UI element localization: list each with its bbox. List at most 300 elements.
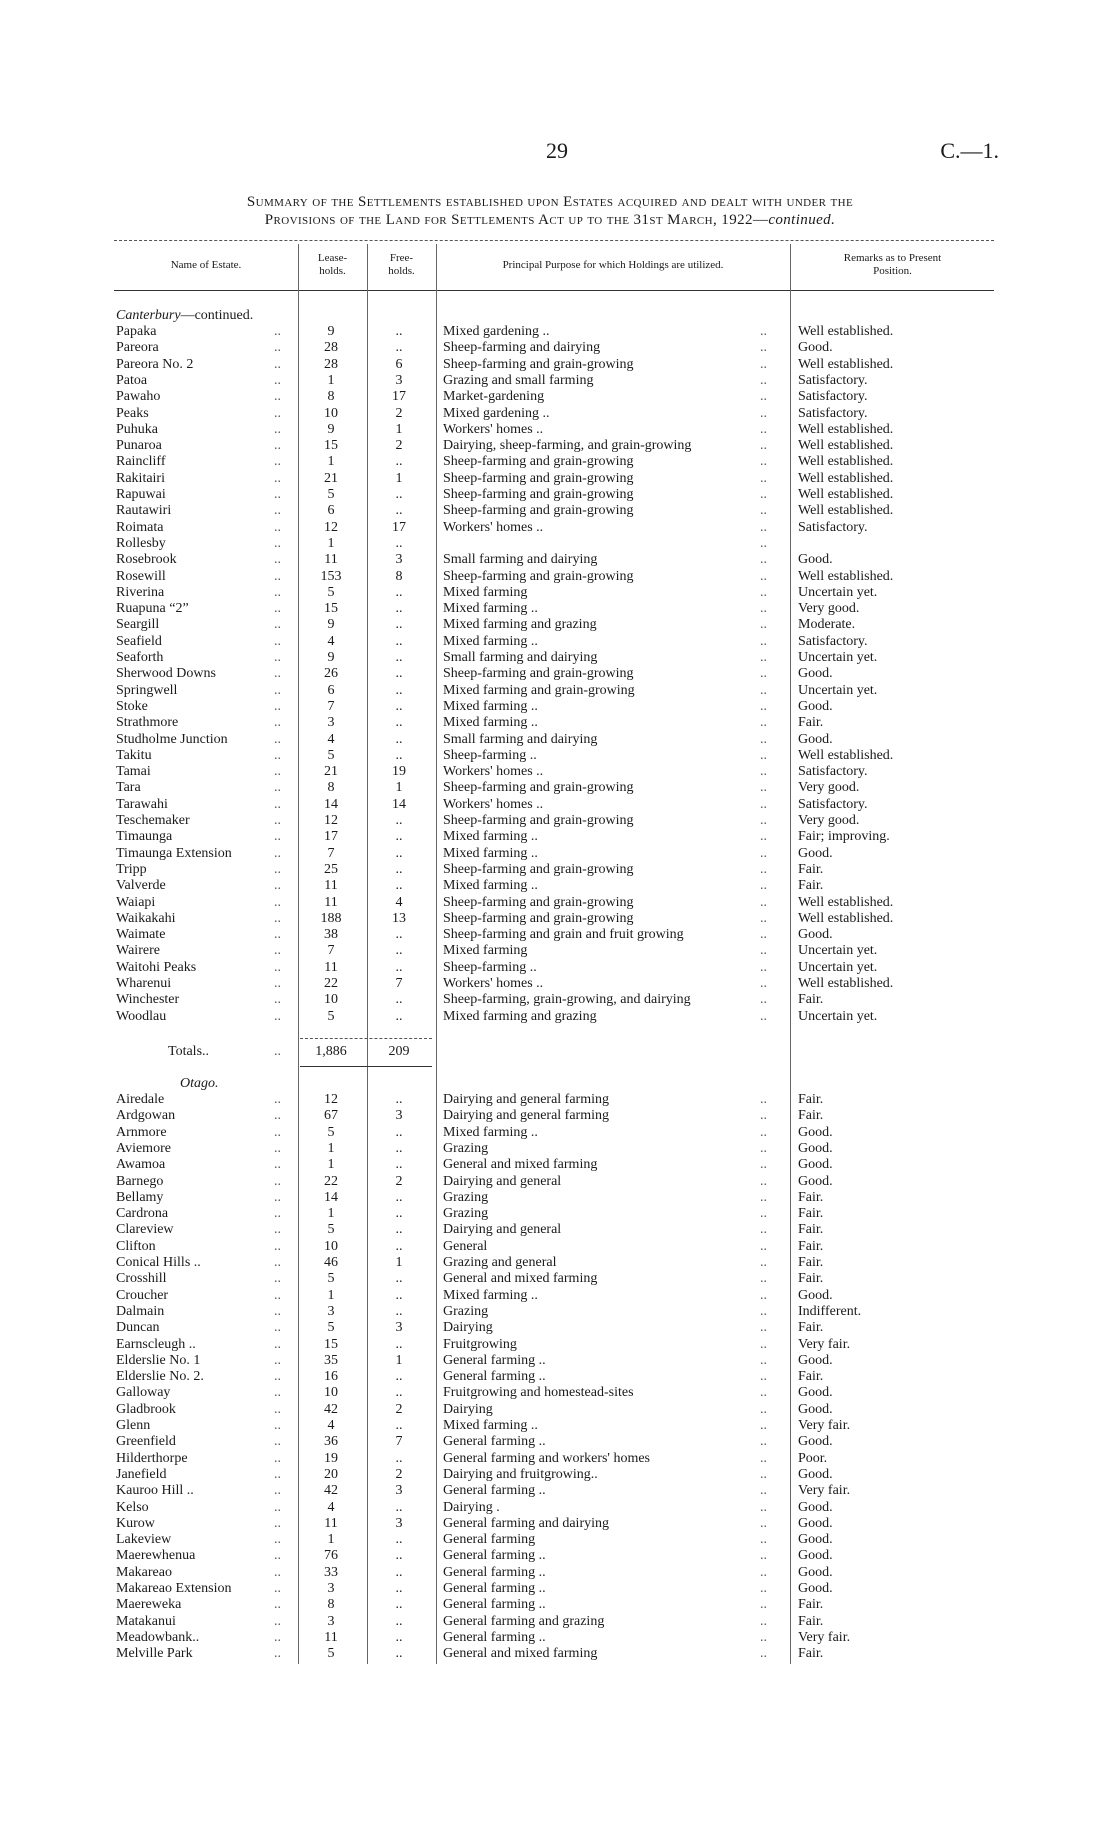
freeholds-value: .. xyxy=(395,324,403,339)
freeholds-value: .. xyxy=(395,943,403,959)
estate-name: Kelso xyxy=(116,1499,149,1515)
leader-dots: .. xyxy=(274,845,281,861)
table-row xyxy=(0,552,1114,568)
freeholds-value: .. xyxy=(395,1189,403,1205)
table-row xyxy=(0,780,1114,796)
table-row xyxy=(0,1009,1114,1025)
leaseholds-value: 3 xyxy=(327,715,335,731)
remarks-value: Well established. xyxy=(798,976,894,991)
leader-dots: .. xyxy=(274,813,281,828)
leaseholds-value: 12 xyxy=(324,813,338,828)
remarks-value: Well established. xyxy=(798,894,894,910)
leader-dots: .. xyxy=(760,943,767,959)
purpose-value: General farming .. xyxy=(443,1564,546,1580)
leader-dots: .. xyxy=(760,389,767,405)
table-row xyxy=(0,1141,1114,1157)
page-number: 29 xyxy=(546,138,568,163)
table-row xyxy=(0,911,1114,927)
leader-dots: .. xyxy=(760,1173,767,1189)
totals-freeholds: 209 xyxy=(388,1044,410,1059)
leader-dots: .. xyxy=(760,731,767,747)
leader-dots: .. xyxy=(760,1646,767,1662)
purpose-value: Sheep-farming .. xyxy=(443,959,537,975)
estate-name: Janefield xyxy=(116,1466,167,1482)
leader-dots: .. xyxy=(274,1515,281,1531)
table-row xyxy=(0,406,1114,422)
leaseholds-value: 21 xyxy=(324,764,338,780)
header-bottom-rule xyxy=(114,290,994,291)
purpose-value: Mixed farming .. xyxy=(443,1124,538,1140)
freeholds-value: .. xyxy=(395,1140,403,1156)
leaseholds-value: 9 xyxy=(327,421,335,437)
title-continued: continued. xyxy=(768,212,836,228)
remarks-value: Poor. xyxy=(798,1450,828,1466)
table-row xyxy=(0,1157,1114,1173)
purpose-value: Dairying xyxy=(443,1401,493,1417)
estate-name: Seargill xyxy=(116,617,160,633)
leaseholds-value: 11 xyxy=(324,878,338,894)
purpose-value: Mixed farming .. xyxy=(443,1287,538,1303)
estate-name: Seafield xyxy=(116,633,162,649)
leaseholds-value: 10 xyxy=(324,1238,338,1254)
estate-name: Maereweka xyxy=(116,1597,182,1613)
freeholds-value: .. xyxy=(395,747,403,763)
totals-bottom-rule xyxy=(300,1066,432,1067)
leaseholds-value: 19 xyxy=(324,1450,338,1466)
leader-dots: .. xyxy=(274,715,281,731)
freeholds-value: .. xyxy=(395,927,403,943)
estate-name: Takitu xyxy=(116,747,152,763)
freeholds-value: .. xyxy=(395,1418,403,1433)
totals-leaseholds: 1,886 xyxy=(315,1044,347,1059)
leaseholds-value: 22 xyxy=(324,1173,338,1189)
freeholds-value: 4 xyxy=(395,894,403,910)
header-name: Name of Estate. xyxy=(170,259,242,271)
leaseholds-value: 11 xyxy=(324,1515,338,1531)
freeholds-value: .. xyxy=(395,878,403,894)
purpose-value: Small farming and dairying xyxy=(443,552,598,568)
leaseholds-value: 3 xyxy=(327,1613,335,1629)
estate-name: Winchester xyxy=(116,992,180,1008)
leader-dots: .. xyxy=(274,1206,281,1222)
estate-name: Arnmore xyxy=(116,1124,167,1140)
estate-name: Teschemaker xyxy=(116,813,190,828)
table-row xyxy=(0,1548,1114,1564)
leaseholds-value: 42 xyxy=(324,1401,338,1417)
estate-name: Pareora No. 2 xyxy=(116,356,194,372)
table-row xyxy=(0,438,1114,454)
header-freeholds: Free- holds. xyxy=(388,252,415,277)
freeholds-value: 7 xyxy=(395,976,403,991)
remarks-value: Fair. xyxy=(798,1238,824,1254)
estate-name: Strathmore xyxy=(116,715,179,731)
purpose-value: General farming .. xyxy=(443,1581,546,1596)
leader-dots: .. xyxy=(760,1581,767,1596)
estate-name: Makareao Extension xyxy=(116,1581,232,1596)
table-row xyxy=(0,1597,1114,1613)
leader-dots: .. xyxy=(274,1401,281,1417)
table-row xyxy=(0,1467,1114,1483)
remarks-value: Good. xyxy=(798,1548,833,1564)
estate-name: Stoke xyxy=(116,698,148,714)
freeholds-value: 3 xyxy=(395,552,403,568)
leader-dots: .. xyxy=(760,796,767,812)
leader-dots: .. xyxy=(760,861,767,877)
freeholds-value: 17 xyxy=(392,389,406,405)
leader-dots: .. xyxy=(274,829,281,845)
freeholds-value: 19 xyxy=(392,764,406,780)
purpose-value: Small farming and dairying xyxy=(443,650,598,665)
purpose-value: Fruitgrowing and homestead-sites xyxy=(443,1385,634,1401)
leader-dots: .. xyxy=(274,747,281,763)
freeholds-value: .. xyxy=(395,1206,403,1222)
estate-name: Waitohi Peaks xyxy=(116,959,197,975)
estate-name: Timaunga xyxy=(116,829,173,845)
remarks-value: Good. xyxy=(798,1173,833,1189)
header-leaseholds: Lease- holds. xyxy=(317,252,348,277)
purpose-value: General farming and dairying xyxy=(443,1515,609,1531)
freeholds-value: .. xyxy=(395,666,403,682)
leader-dots: .. xyxy=(760,747,767,763)
remarks-value: Well established. xyxy=(798,503,894,519)
leader-dots: .. xyxy=(760,813,767,828)
purpose-value: Mixed gardening .. xyxy=(443,405,550,421)
leaseholds-value: 8 xyxy=(327,1597,335,1613)
remarks-value: Very good. xyxy=(798,601,860,617)
leaseholds-value: 9 xyxy=(327,324,335,339)
leaseholds-value: 5 xyxy=(327,1124,335,1140)
remarks-value: Fair. xyxy=(798,1092,824,1107)
purpose-value: Sheep-farming and grain-growing xyxy=(443,487,634,502)
remarks-value: Good. xyxy=(798,1581,833,1596)
freeholds-value: .. xyxy=(395,535,403,551)
estate-name: Raincliff xyxy=(116,454,166,470)
leader-dots: .. xyxy=(760,324,767,339)
leader-dots: .. xyxy=(760,1515,767,1531)
table-row xyxy=(0,1288,1114,1304)
estate-name: Rautawiri xyxy=(116,503,172,519)
purpose-value: Mixed farming .. xyxy=(443,601,538,617)
purpose-value: Dairying . xyxy=(443,1499,500,1515)
leader-dots: .. xyxy=(760,470,767,486)
remarks-value: Good. xyxy=(798,1466,833,1482)
table-row xyxy=(0,1108,1114,1124)
purpose-value: Sheep-farming and grain-growing xyxy=(443,813,634,828)
purpose-value: General farming .. xyxy=(443,1597,546,1613)
leader-dots: .. xyxy=(274,1008,281,1024)
remarks-value: Very fair. xyxy=(798,1483,851,1499)
freeholds-value: .. xyxy=(395,992,403,1008)
estate-name: Valverde xyxy=(116,878,166,894)
leaseholds-value: 9 xyxy=(327,617,335,633)
leader-dots: .. xyxy=(274,519,281,535)
estate-name: Wharenui xyxy=(116,976,172,991)
leader-dots: .. xyxy=(760,910,767,926)
leader-dots: .. xyxy=(274,1450,281,1466)
leaseholds-value: 8 xyxy=(327,780,335,796)
table-row xyxy=(0,1434,1114,1450)
estate-name: Sherwood Downs xyxy=(116,666,216,682)
table-row xyxy=(0,1483,1114,1499)
purpose-value: Mixed farming and grain-growing xyxy=(443,682,635,698)
table-row xyxy=(0,862,1114,878)
leader-dots: .. xyxy=(760,1222,767,1238)
freeholds-value: .. xyxy=(395,1564,403,1580)
table-row xyxy=(0,927,1114,943)
estate-name: Papaka xyxy=(116,324,157,339)
leaseholds-value: 1 xyxy=(327,535,335,551)
leaseholds-value: 188 xyxy=(320,910,342,926)
remarks-value: Satisfactory. xyxy=(798,796,868,812)
table-row xyxy=(0,520,1114,536)
estate-name: Pareora xyxy=(116,340,159,356)
leader-dots: .. xyxy=(274,1369,281,1385)
leader-dots: .. xyxy=(760,1597,767,1613)
leaseholds-value: 35 xyxy=(324,1352,338,1368)
remarks-value: Uncertain yet. xyxy=(798,584,878,600)
remarks-value: Good. xyxy=(798,1287,833,1303)
leader-dots: .. xyxy=(760,503,767,519)
leader-dots: .. xyxy=(274,1532,281,1548)
leader-dots: .. xyxy=(760,1483,767,1499)
purpose-value: Sheep-farming and dairying xyxy=(443,340,601,356)
leaseholds-value: 15 xyxy=(324,601,338,617)
leader-dots: .. xyxy=(760,1124,767,1140)
leader-dots: .. xyxy=(760,1008,767,1024)
leader-dots: .. xyxy=(274,1466,281,1482)
table-row xyxy=(0,813,1114,829)
freeholds-value: 6 xyxy=(395,356,403,372)
table-row xyxy=(0,715,1114,731)
estate-name: Patoa xyxy=(116,372,148,388)
estate-name: Studholme Junction xyxy=(116,731,228,747)
remarks-value: Good. xyxy=(798,552,833,568)
totals-leader-dots: .. xyxy=(274,1044,281,1059)
leader-dots: .. xyxy=(274,372,281,388)
estate-name: Melville Park xyxy=(116,1646,193,1662)
purpose-value: Dairying, sheep-farming, and grain-growing xyxy=(443,438,692,454)
leaseholds-value: 5 xyxy=(327,1271,335,1287)
remarks-value: Uncertain yet. xyxy=(798,959,878,975)
leader-dots: .. xyxy=(760,633,767,649)
purpose-value: Sheep-farming, grain-growing, and dairying xyxy=(443,992,691,1008)
leader-dots: .. xyxy=(274,1255,281,1270)
leader-dots: .. xyxy=(274,389,281,405)
freeholds-value: .. xyxy=(395,1238,403,1254)
leader-dots: .. xyxy=(274,356,281,372)
leaseholds-value: 10 xyxy=(324,992,338,1008)
remarks-value: Uncertain yet. xyxy=(798,943,878,959)
estate-name: Waimate xyxy=(116,927,166,943)
table-row xyxy=(0,699,1114,715)
table-row xyxy=(0,732,1114,748)
leader-dots: .. xyxy=(274,992,281,1008)
table-row xyxy=(0,585,1114,601)
table-row xyxy=(0,666,1114,682)
purpose-value: Workers' homes .. xyxy=(443,764,544,780)
leader-dots: .. xyxy=(760,1320,767,1336)
purpose-value: General xyxy=(443,1238,488,1254)
remarks-value: Good. xyxy=(798,1385,833,1401)
purpose-value: Workers' homes .. xyxy=(443,796,544,812)
remarks-value: Good. xyxy=(798,1532,833,1548)
table-row xyxy=(0,1451,1114,1467)
leaseholds-value: 9 xyxy=(327,650,335,665)
leaseholds-value: 67 xyxy=(324,1108,338,1124)
freeholds-value: 3 xyxy=(395,1515,403,1531)
estate-name: Ruapuna “2” xyxy=(116,601,189,617)
page-title xyxy=(95,193,1005,229)
table-row xyxy=(0,389,1114,405)
remarks-value: Satisfactory. xyxy=(798,372,868,388)
leader-dots: .. xyxy=(760,340,767,356)
remarks-value: Well established. xyxy=(798,568,894,584)
leader-dots: .. xyxy=(760,1189,767,1205)
table-row xyxy=(0,324,1114,340)
remarks-value: Well established. xyxy=(798,470,894,486)
purpose-value: General farming and workers' homes xyxy=(443,1450,651,1466)
leader-dots: .. xyxy=(274,1564,281,1580)
freeholds-value: 1 xyxy=(395,780,403,796)
table-row xyxy=(0,960,1114,976)
estate-name: Tamai xyxy=(116,764,151,780)
leader-dots: .. xyxy=(760,454,767,470)
freeholds-value: 8 xyxy=(395,568,403,584)
leaseholds-value: 5 xyxy=(327,1320,335,1336)
table-row xyxy=(0,1255,1114,1271)
leaseholds-value: 33 xyxy=(324,1564,338,1580)
freeholds-value: .. xyxy=(395,1008,403,1024)
purpose-value: Mixed farming .. xyxy=(443,878,538,894)
table-row xyxy=(0,1320,1114,1336)
remarks-value: Good. xyxy=(798,1140,833,1156)
remarks-value: Fair. xyxy=(798,1206,824,1222)
leaseholds-value: 3 xyxy=(327,1581,335,1596)
leaseholds-value: 21 xyxy=(324,470,338,486)
leader-dots: .. xyxy=(760,927,767,943)
leader-dots: .. xyxy=(274,324,281,339)
purpose-value: Grazing xyxy=(443,1140,489,1156)
freeholds-value: .. xyxy=(395,1157,403,1173)
table-row xyxy=(0,1614,1114,1630)
leader-dots: .. xyxy=(274,1629,281,1645)
freeholds-value: .. xyxy=(395,959,403,975)
title-line-2: Provisions of the Land for Settlements Act up to the 31st March, 1922—continued. xyxy=(264,212,836,228)
estate-name: Rapuwai xyxy=(116,487,166,502)
document-reference: C.—1. xyxy=(940,138,999,163)
purpose-value: Sheep-farming and grain-growing xyxy=(443,568,634,584)
table-row xyxy=(0,992,1114,1008)
table-row xyxy=(0,617,1114,633)
table-row xyxy=(0,1418,1114,1434)
leader-dots: .. xyxy=(274,454,281,470)
freeholds-value: .. xyxy=(395,1499,403,1515)
remarks-value: Good. xyxy=(798,1499,833,1515)
estate-name: Springwell xyxy=(116,682,178,698)
leaseholds-value: 6 xyxy=(327,682,335,698)
leader-dots: .. xyxy=(274,1092,281,1107)
table-row xyxy=(0,1222,1114,1238)
leader-dots: .. xyxy=(760,1401,767,1417)
leaseholds-value: 11 xyxy=(324,959,338,975)
leader-dots: .. xyxy=(274,470,281,486)
freeholds-value: 3 xyxy=(395,372,403,388)
remarks-value: Fair. xyxy=(798,1189,824,1205)
purpose-value: Grazing xyxy=(443,1206,489,1222)
estate-name: Awamoa xyxy=(116,1157,166,1173)
leader-dots: .. xyxy=(760,1613,767,1629)
table-row xyxy=(0,1304,1114,1320)
purpose-value: Sheep-farming and grain-growing xyxy=(443,894,634,910)
table-row xyxy=(0,569,1114,585)
leader-dots: .. xyxy=(274,1320,281,1336)
table-row xyxy=(0,1581,1114,1597)
estate-name: Meadowbank.. xyxy=(116,1629,200,1645)
leader-dots: .. xyxy=(760,1548,767,1564)
leader-dots: .. xyxy=(274,1140,281,1156)
leader-dots: .. xyxy=(760,1157,767,1173)
estate-name: Dalmain xyxy=(116,1303,165,1319)
table-row xyxy=(0,634,1114,650)
freeholds-value: 3 xyxy=(395,1108,403,1124)
freeholds-value: .. xyxy=(395,1532,403,1548)
leader-dots: .. xyxy=(760,1303,767,1319)
freeholds-value: .. xyxy=(395,1548,403,1564)
leaseholds-value: 4 xyxy=(327,633,335,649)
purpose-value: Workers' homes .. xyxy=(443,976,544,991)
remarks-value: Satisfactory. xyxy=(798,764,868,780)
leader-dots: .. xyxy=(274,682,281,698)
freeholds-value: .. xyxy=(395,584,403,600)
leaseholds-value: 14 xyxy=(324,796,338,812)
leader-dots: .. xyxy=(274,959,281,975)
table-row xyxy=(0,1206,1114,1222)
purpose-value: Sheep-farming and grain-growing xyxy=(443,503,634,519)
leader-dots: .. xyxy=(274,1613,281,1629)
remarks-value: Good. xyxy=(798,1157,833,1173)
remarks-value: Fair. xyxy=(798,1222,824,1238)
purpose-value: General farming and grazing xyxy=(443,1613,605,1629)
freeholds-value: 2 xyxy=(395,438,403,454)
purpose-value: Dairying and general xyxy=(443,1222,562,1238)
freeholds-value: .. xyxy=(395,601,403,617)
section-heading-canterbury: Canterbury—continued. xyxy=(116,308,254,323)
remarks-value: Fair. xyxy=(798,1255,824,1270)
purpose-value: Sheep-farming and grain-growing xyxy=(443,780,634,796)
leaseholds-value: 42 xyxy=(324,1483,338,1499)
remarks-value: Well established. xyxy=(798,356,894,372)
leader-dots: .. xyxy=(274,340,281,356)
leaseholds-value: 1 xyxy=(327,1287,335,1303)
freeholds-value: .. xyxy=(395,650,403,665)
remarks-value: Good. xyxy=(798,1515,833,1531)
estate-name: Timaunga Extension xyxy=(116,845,232,861)
freeholds-value: .. xyxy=(395,1613,403,1629)
freeholds-value: .. xyxy=(395,845,403,861)
table-row xyxy=(0,764,1114,780)
freeholds-value: .. xyxy=(395,1287,403,1303)
purpose-value: General farming xyxy=(443,1532,536,1548)
estate-name: Maerewhenua xyxy=(116,1548,196,1564)
purpose-value: Grazing and general xyxy=(443,1255,557,1270)
freeholds-value: .. xyxy=(395,1629,403,1645)
freeholds-value: .. xyxy=(395,1271,403,1287)
leader-dots: .. xyxy=(274,764,281,780)
leaseholds-value: 12 xyxy=(324,519,338,535)
leader-dots: .. xyxy=(274,601,281,617)
freeholds-value: .. xyxy=(395,617,403,633)
leader-dots: .. xyxy=(760,1271,767,1287)
